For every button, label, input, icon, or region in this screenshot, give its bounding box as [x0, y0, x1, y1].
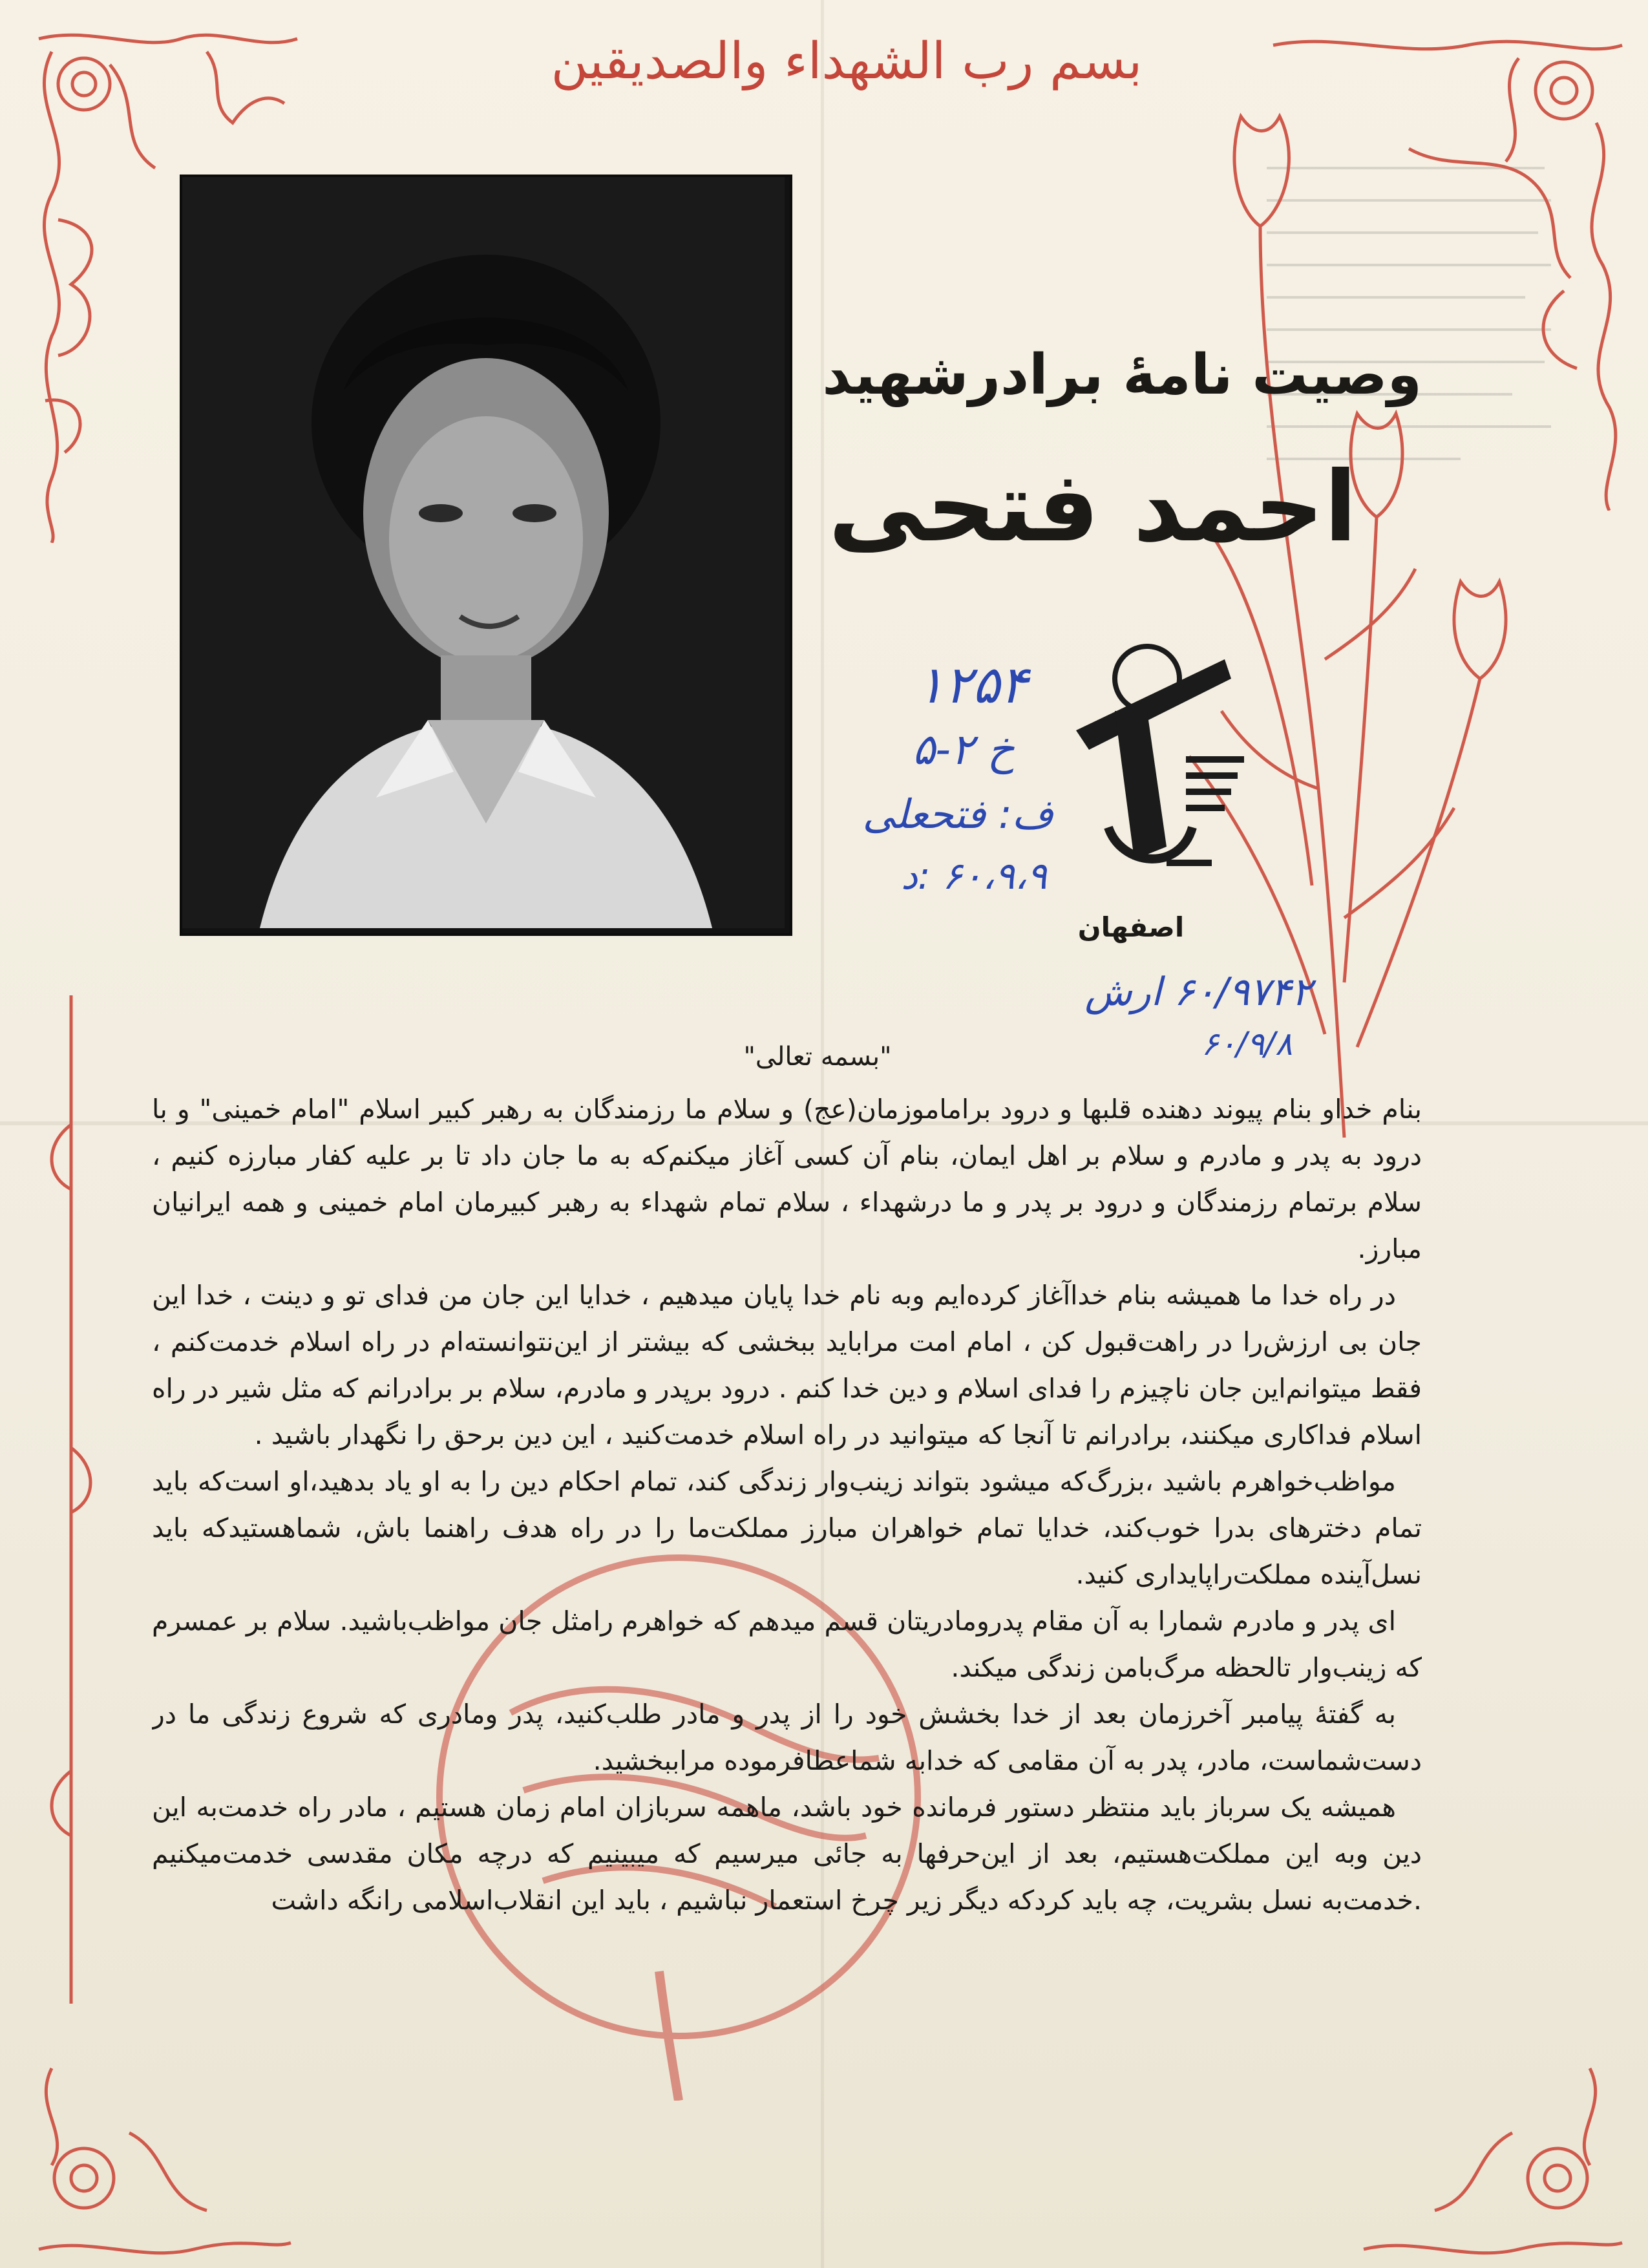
- letter-paragraph: در راه خدا ما همیشه بنام خداآغاز کرده‌ایم وبه نام خدا پایان میدهیم ، خدایا این جان من فدای تو و دینت ، خدا این جان بی ارزش‌را در راهت‌قبول کن ، امام امت مرابا‌ید ببخشی که بیشتر از این‌نتوانسته‌ام در راه اسلام خدمت‌کنم ، فقط میتوانم‌این جان ناچیزم را فدای اسلام و دین خدا کنم . درود برپدر و مادرم، سلام بر برادرانم که مثل شیر در راه اسلام فداکاری میکنند، برادرانم تا آنجا که میتوانید در راه اسلام خدمت‌کنید ، این دین برحق را نگهدار باشید .: [152, 1280, 1422, 1450]
- handwritten-number: ۱۲۵۴: [916, 655, 1028, 715]
- letter-title: وصیت نامهٔ برادرشهید: [822, 343, 1422, 407]
- handwritten-note-6: ۶۰/۹/۸: [1201, 1025, 1293, 1063]
- left-border-ornament: [26, 995, 116, 2004]
- letter-paragraph: ای پدر و مادرم شمارا به آن مقام پدروماد‌ریتان قسم میدهم که خواهرم رامثل جان مواظب‌باشید. سلام بر عمسرم که زینب‌وار تالحظه مرگ‌بامن زندگی میکند.: [152, 1606, 1422, 1683]
- blessing-header: بسم رب الشهداء والصدیقین: [551, 32, 1143, 90]
- letter-paragraph: همیشه یک سرباز باید منتظر دستور فرمانده خود باشد، ماهمه سربازان امام زمان هستیم ، مادر راه خدمت‌به این دین وبه این مملکت‌هستیم، بعد از این‌حرفها به جائی میرسیم که میبینیم که درچه مکان مقدسی خدمت‌میکنیم .خدمت‌به نسل بشریت، چه باید کردکه دیگر زیر چرخ استعمار نباشیم ، باید این انقلاب‌اسلامی رانگه داشت: [152, 1792, 1422, 1916]
- handwritten-note-5: ۶۰/۹۷۴۲ ارش: [1084, 970, 1312, 1015]
- martyr-name: احمد فتحی: [828, 451, 1357, 564]
- handwritten-note-4: ۶۰،۹،۹ :د: [901, 854, 1047, 898]
- letter-paragraph: بنام خداو بنام پیوند دهنده قلبها و درود براماموزمان(عج) و سلام ما رزمندگان به رهبر کبیر اسلام "امام خمینی" و با درود به پدر و مادرم و سلام بر اهل ایمان، بنام آن کسی آغاز میکنم‌که به ما جان داد تا بر علیه کفار مبارزه کنیم ، سلام برتمام رزمندگان و درود بر پدر و ما درشهداء ، سلام تمام شهداء به رهبر کبیرمان امام خمینی و همه ایرانیان مبارز.: [152, 1094, 1422, 1264]
- letter-body: [152, 1086, 1422, 2262]
- emblem-caption-city: اصفهان: [1077, 911, 1185, 943]
- handwritten-note-3: ف: فتحعلی: [862, 790, 1053, 838]
- sepah-emblem-icon: [1037, 633, 1251, 885]
- martyr-portrait-photo: [180, 175, 792, 936]
- letter-paragraph: مواظب‌خواهرم باشید ،بزرگ‌که میشود بتواند زینب‌وار زندگی کند، تمام احکام دین را به او یاد بدهید،او است‌که باید تمام دخترهای بدرا خوب‌کند، خدایا تمام خواهران مبارز مملکت‌ما را در راه هدف راهنما باش، شماهستیدکه باید نسل‌آینده مملکت‌راپایداری کنید.: [152, 1466, 1422, 1590]
- letter-heading: "بسمه تعالی": [743, 1042, 892, 1072]
- letter-paragraph: به گفته‌ٔ پیامبر آخرزمان بعد از خدا بخشش خود را از پدر و مادر طلب‌کنید، پدر وما‌دری که شروع زندگی ما در دست‌شماست، مادر، پدر به آن مقامی که خدابه شماعطافرموده مراببخشید.: [152, 1699, 1422, 1776]
- handwritten-note-2: خ ۲-۵: [912, 725, 1015, 774]
